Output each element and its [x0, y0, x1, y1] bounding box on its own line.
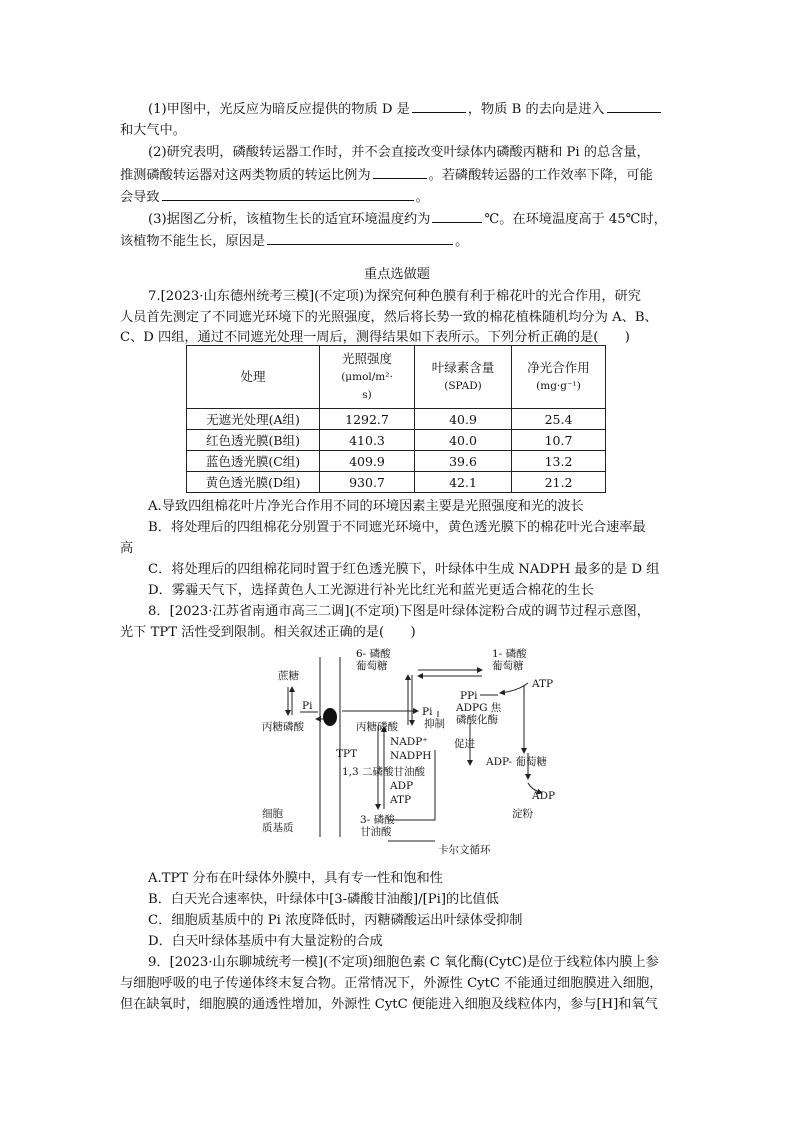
cell-chlorophyll: 40.0 [415, 430, 512, 451]
q6-part2-line [120, 186, 680, 209]
q8-stem-line: 光下 TPT 活性受到限制。相关叙述正确的是( ) [120, 625, 416, 640]
header-line: (SPAD) [444, 380, 482, 392]
q7-option-b: B．将处理后的四组棉花分别置于不同遮光环境中，黄色透光膜下的棉花叶光合速率最 [148, 520, 646, 535]
diagram-label: ATP [390, 794, 412, 806]
cell-chlorophyll: 42.1 [415, 472, 512, 493]
q6-part2-text: 推测磷酸转运器对这两类物质的转运比例为 [120, 168, 371, 183]
q7-stem-line: 7.[2023·山东德州统考三模](不定项)为探究何种色膜有利于棉花叶的光合作用，研究 [148, 289, 641, 304]
diagram-label: ADP- 葡萄糖 [486, 756, 547, 768]
q6-part3-line [120, 230, 680, 253]
diagram-label: 1,3 二磷酸甘油酸 [342, 766, 426, 778]
cell-treatment: 无遮光处理(A组) [187, 409, 320, 430]
q8-option-c: C．细胞质基质中的 Pi 浓度降低时，丙糖磷酸运出叶绿体受抑制 [148, 913, 523, 928]
answer-blank [412, 98, 466, 113]
section-title: 重点选做题 [364, 267, 430, 282]
q6-part3-line [148, 208, 680, 231]
header-line: (mg·g⁻¹) [536, 380, 581, 392]
header-line: s) [362, 389, 372, 401]
header-line: 叶绿素含量 [431, 360, 495, 375]
header-treatment: 处理 [187, 346, 320, 409]
diagram-label: 蔗糖 [278, 670, 299, 682]
table-row [187, 451, 606, 472]
answer-blank [607, 98, 661, 113]
diagram-label: Pi [302, 700, 313, 712]
q9-stem-line: 与细胞呼吸的电子传递体终末复合物。正常情况下，外源性 CytC 不能通过细胞膜进入细胞， [120, 976, 663, 991]
q8-option-d: D．白天叶绿体基质中有大量淀粉的合成 [148, 934, 383, 949]
header-line: (μmol/m²· [341, 371, 393, 383]
diagram-label: 细胞 [262, 808, 283, 820]
diagram-label: ADPG 焦 [456, 702, 502, 714]
diagram-label: 卡尔文循环 [438, 844, 491, 856]
q7-option-a: A.导致四组棉花叶片净光合作用不同的环境因素主要是光照强度和光的波长 [148, 499, 584, 514]
cell-net: 13.2 [512, 451, 606, 472]
header-light-intensity [320, 346, 415, 409]
q8-option-b: B．白天光合速率快，叶绿体中[3-磷酸甘油酸]/[Pi]的比值低 [148, 892, 499, 907]
answer-blank [267, 230, 453, 245]
diagram-label: 3- 磷酸 [360, 814, 395, 826]
diagram-label: 丙糖磷酸 [262, 721, 304, 733]
diagram-label: 淀粉 [512, 808, 533, 820]
diagram-label: 磷酸化酶 [456, 714, 498, 726]
q9-stem-line: 9．[2023·山东聊城统考一模](不定项)细胞色素 C 氧化酶(CytC)是位于线粒体内膜上参 [148, 955, 659, 970]
cell-treatment: 蓝色透光膜(C组) [187, 451, 320, 472]
diagram-label: ATP [532, 678, 554, 690]
q7-option-c: C．将处理后的四组棉花同时置于红色透光膜下，叶绿体中生成 NADPH 最多的是 D 组 [148, 562, 660, 577]
q7-stem-line: C、D 四组，通过不同遮光处理一周后，测得结果如下表所示。下列分析正确的是( ) [120, 330, 630, 345]
answer-blank [162, 186, 414, 201]
q6-part1-text: (1)甲图中，光反应为暗反应提供的物质 D 是 [148, 102, 410, 117]
q8-option-a: A.TPT 分布在叶绿体外膜中，具有专一性和饱和性 [148, 871, 443, 886]
diagram-label: 抑制 [424, 718, 445, 730]
q6-part3-text: 该植物不能生长，原因是 [120, 234, 266, 249]
q6-part1-line [148, 98, 680, 121]
cell-treatment: 黄色透光膜(D组) [187, 472, 320, 493]
cell-treatment: 红色透光膜(B组) [187, 430, 320, 451]
cell-light: 410.3 [320, 430, 415, 451]
header-net-photosynthesis [512, 346, 606, 409]
q6-part2-text: 。若磷酸转运器的工作效率下降，可能 [428, 168, 653, 183]
q6-part2-line [120, 164, 680, 187]
diagram-label: NADP⁺ [390, 736, 428, 748]
table-row [187, 409, 606, 430]
diagram-label: 1- 磷酸 [492, 648, 527, 660]
diagram-label: 促进 [454, 738, 475, 750]
q6-part3-text: ℃。在环境温度高于 45℃时， [484, 212, 667, 227]
q6-part1-text: ，物质 B 的去向是进入 [467, 102, 605, 117]
table-row [187, 472, 606, 493]
q6-part1-line: 和大气中。 [120, 123, 186, 138]
diagram-label: Pi [422, 706, 433, 718]
diagram-label: 甘油酸 [360, 826, 392, 838]
cell-chlorophyll: 39.6 [415, 451, 512, 472]
cell-light: 1292.7 [320, 409, 415, 430]
cell-net: 25.4 [512, 409, 606, 430]
cell-net: 10.7 [512, 430, 606, 451]
diagram-label: PPi [460, 690, 478, 702]
cell-light: 409.9 [320, 451, 415, 472]
q7-data-table [186, 345, 606, 493]
q6-part3-text: 。 [455, 234, 469, 249]
q8-stem-line: 8．[2023·江苏省南通市高三二调](不定项)下图是叶绿体淀粉合成的调节过程示意图， [148, 604, 650, 619]
diagram-label: 丙糖磷酸 [356, 721, 398, 733]
table-row [187, 430, 606, 451]
q6-part3-text: (3)据图乙分析，该植物生长的适宜环境温度约为 [148, 212, 431, 227]
answer-blank [432, 208, 482, 223]
q9-stem-line: 但在缺氧时，细胞膜的通透性增加，外源性 CytC 便能进入细胞及线粒体内，参与[H]和氧气 [120, 997, 658, 1012]
diagram-label: 质基质 [262, 822, 294, 834]
tpt-transporter-shape [323, 708, 337, 726]
diagram-label: ADP [532, 790, 556, 802]
header-line: 光照强度 [341, 351, 392, 366]
header-line: 净光合作用 [527, 360, 590, 375]
q7-stem-line: 人员首先测定了不同遮光环境下的光照强度，然后将长势一致的棉花植株随机均分为 A、B、 [120, 310, 658, 325]
diagram-label: 6- 磷酸 [356, 648, 391, 660]
header-chlorophyll [415, 346, 512, 409]
q7-option-d: D．雾霾天气下，选择黄色人工光源进行补光比红光和蓝光更适合棉花的生长 [148, 583, 594, 598]
diagram-label: NADPH [390, 750, 432, 762]
q6-part2-text: 会导致 [120, 190, 160, 205]
diagram-label: 葡萄糖 [492, 660, 524, 672]
q6-part2-text: 。 [415, 190, 429, 205]
cell-chlorophyll: 40.9 [415, 409, 512, 430]
starch-synthesis-diagram [260, 645, 580, 860]
cell-net: 21.2 [512, 472, 606, 493]
q7-option-b-cont: 高 [120, 541, 134, 556]
diagram-label: ADP [390, 780, 414, 792]
answer-blank [373, 164, 427, 179]
diagram-label: 葡萄糖 [356, 660, 388, 672]
table-header-row [187, 346, 606, 409]
q6-part2-line: (2)研究表明，磷酸转运器工作时，并不会直接改变叶绿体内磷酸丙糖和 Pi 的总含量， [148, 145, 650, 160]
diagram-label: TPT [336, 748, 358, 760]
cell-light: 930.7 [320, 472, 415, 493]
